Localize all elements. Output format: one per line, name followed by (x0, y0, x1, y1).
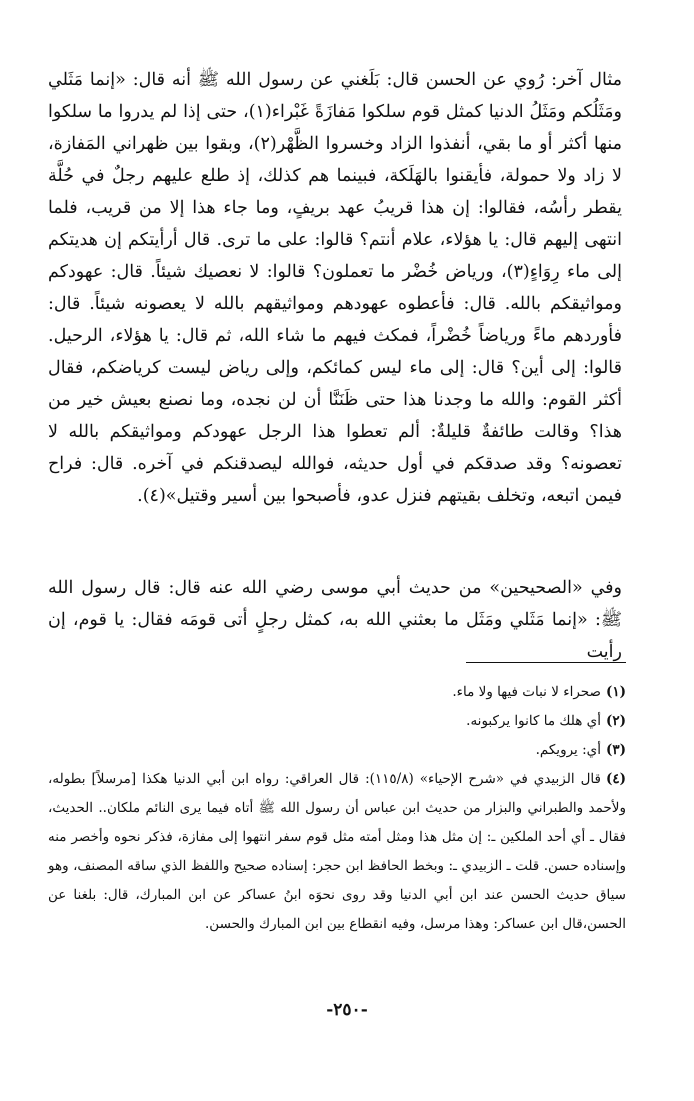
footnote-text: أي: يرويكم. (535, 742, 601, 758)
footnote-number: (١) (605, 684, 626, 700)
footnote-1 (48, 678, 626, 707)
footnote-number: (٤) (605, 771, 626, 787)
footnote-number: (٣) (605, 742, 626, 758)
main-paragraph-2 (48, 572, 622, 668)
paragraph-text: وفي «الصحيحين» من حديث أبي موسى رضي الله عنه قال: قال رسول الله ﷺ: «إنما مَثَلي ومَثَل ما بعثني الله به، كمثل رجلٍ أتى قومَه فقال: يا قوم، إن رأيت (48, 578, 622, 662)
footnotes (48, 678, 626, 939)
footnote-2 (48, 707, 626, 736)
paragraph-text: مثال آخر: رُوي عن الحسن قال: بَلَغني عن رسول الله ﷺ أنه قال: «إنما مَثَلي ومَثَلُكم ومَثَلُ الدنيا كمثل قوم سلكوا مَفازَةً غَبْراء(١)، حتى إذا لم يدروا ما سلكوا منها أكثر أو ما بقي، أنفذوا الزاد وخسروا الظَّهْر(٢)، وبقوا بين ظهراني المَفازة، لا زاد ولا حمولة، فأيقنوا بالهَلَكة، فبينما هم كذلك، إذ طلع عليهم رجلٌ في حُلَّة يقطر رأسُه، فقالوا: إن هذا قريبُ عهد بريفٍ، وما جاء هذا إلا من قريب، فلما انتهى إليهم قال: يا هؤلاء، علام أنتم؟ قالوا: على ما ترى. قال أرأيتكم إن هديتكم إلى ماء رِوَاءٍ(٣)، ورياض خُضْر ما تعملون؟ قالوا: لا نعصيك شيئاً. قال: عهودكم ومواثيقكم بالله. قال: فأعطوه عهودهم ومواثيقهم بالله لا يعصونه شيئاً. قال: فأوردهم ماءً ورياضاً خُضْراً، فمكث فيهم ما شاء الله، ثم قال: يا هؤلاء، الرحيل. قالوا: إلى أين؟ قال: إلى ماء ليس كمائكم، وإلى رياض ليست كرياضكم، فقال أكثر القوم: والله ما وجدنا هذا حتى ظَنَنَّا أن لن نجده، وما نصنع بعيش خير من هذا؟ وقالت طائفةٌ قليلةٌ: ألم تعطوا هذا الرجل عهودكم ومواثيقكم بالله لا تعصونه؟ وقد صدقكم في أول حديثه، فوالله ليصدقنكم في آخره. قال: فراح فيمن اتبعه، وتخلف بقيتهم فنزل عدو، فأصبحوا بين أسير وقتيل»(٤). (48, 70, 622, 506)
main-paragraph-1 (48, 64, 622, 512)
footnote-4 (48, 765, 626, 939)
footnote-number: (٢) (605, 713, 626, 729)
footnote-3 (48, 736, 626, 765)
footnote-text: أي هلك ما كانوا يركبونه. (466, 713, 601, 729)
footnote-text: صحراء لا نبات فيها ولا ماء. (452, 684, 601, 700)
footnote-text: قال الزبيدي في «شرح الإحياء» (١١٥/٨): قال العراقي: رواه ابن أبي الدنيا هكذا [مرسلاً] بطوله، ولأحمد والطبراني والبزار من حديث ابن عباس أن رسول الله ﷺ أتاه فيما يرى النائم ملكان.. الحديث، فقال ـ أي أحد الملكين ـ: إن مثل هذا ومثل أمته مثل قوم سفر انتهوا إلى مفازة، فذكر نحوه وأخصر منه وإسناده حسن. قلت ـ الزبيدي ـ: وبخط الحافظ ابن حجر: إسناده صحيح واللفظ الذي ساقه المصنف، وهو سياق حديث الحسن عند ابن أبي الدنيا وقد روى نحوَه ابنُ عساكر عن ابن المبارك، قال: بلغنا عن الحسن،قال ابن عساكر: وهذا مرسل، وفيه انقطاع بين ابن المبارك والحسن. (48, 771, 626, 932)
footnote-separator (466, 662, 626, 663)
page-number: -٢٥٠- (326, 1000, 368, 1020)
